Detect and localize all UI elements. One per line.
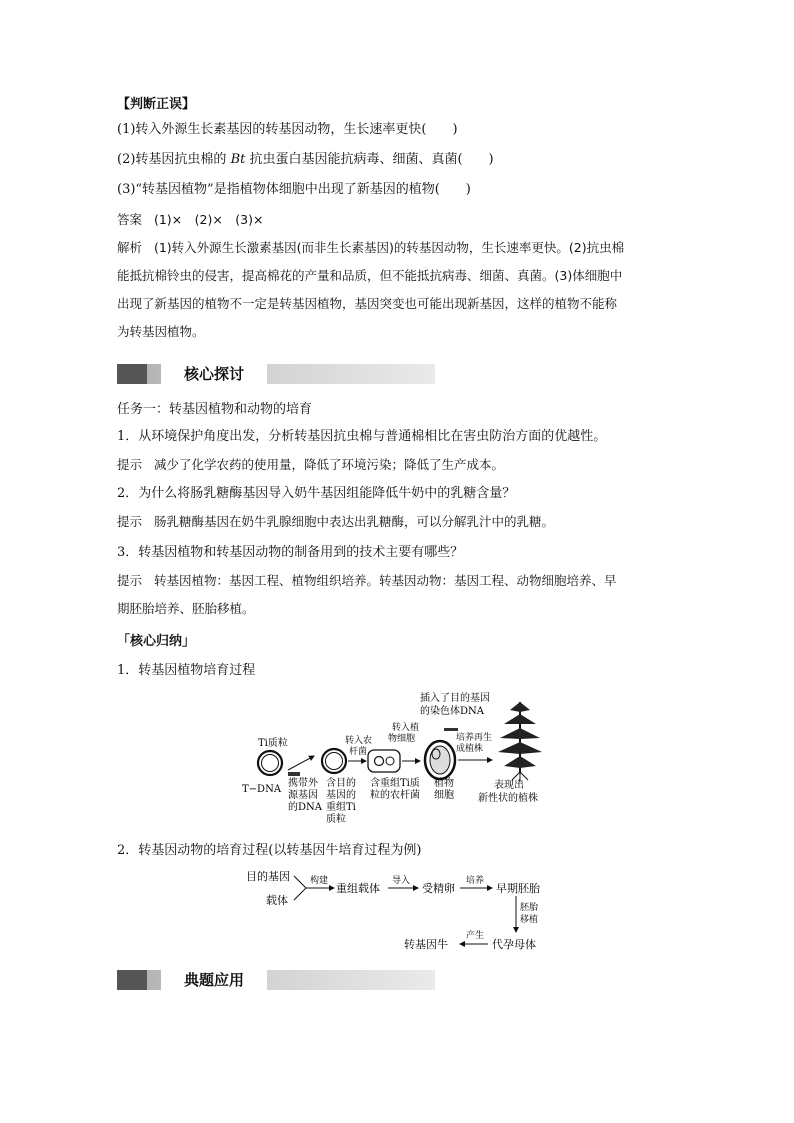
judge-heading: 【判断正误】 <box>117 97 196 112</box>
gene-of-interest: 目的基因 <box>246 870 290 883</box>
inserted-chromosome-label: 插入了目的基因 的染色体DNA <box>420 693 490 717</box>
task-hint-3 <box>117 572 616 590</box>
analysis-line-3: 出现了新基因的植物不一定是转基因植物，基因突变也可能出现新基因，这样的植物不能称 <box>117 296 618 311</box>
animal-transgenic-diagram <box>240 866 560 956</box>
plant-cell-label: 植物 细胞 <box>434 778 454 801</box>
analysis-line-2: 能抵抗棉铃虫的侵害，提高棉花的产量和品质，但不能抵抗病毒、细菌、真菌。(3)体细胞中 <box>117 268 623 283</box>
carry-foreign-dna-label: 携带外 源基因 的DNA <box>288 778 322 813</box>
hint-text-2: 肠乳糖酶基因在奶牛乳腺细胞中表达出乳糖酶，可以分解乳汁中的乳糖。 <box>153 514 554 529</box>
vector-node: 载体 <box>266 894 288 907</box>
hint-label: 提示 <box>117 457 143 472</box>
inserted-dna-icon <box>444 728 458 731</box>
hint-label: 提示 <box>117 573 143 588</box>
answer-label: 答案 <box>117 212 143 227</box>
recombinant-vector-node: 重组载体 <box>336 882 380 895</box>
analysis-line-4: 为转基因植物。 <box>117 324 205 339</box>
analysis-text-1: (1)转入外源生长激素基因(而非生长素基因)的转基因动物，生长速率更快。(2)抗虫棉 <box>153 240 625 255</box>
answer-line <box>117 211 263 229</box>
summary-heading: 「核心归纳」 <box>117 634 196 649</box>
answer-text: (1)× (2)× (3)× <box>153 212 264 227</box>
summary-item-1: 1．转基因植物培育过程 <box>117 663 256 678</box>
task-hint-2 <box>117 513 554 531</box>
banner-accent <box>117 970 147 990</box>
transgenic-plant-icon <box>498 702 542 782</box>
section-title-practice: 典题应用 <box>161 970 267 990</box>
transgenic-cow-node: 转基因牛 <box>404 938 448 951</box>
fertilized-egg-node: 受精卵 <box>422 882 455 895</box>
judge-question-1: (1)转入外源生长素基因的转基因动物，生长速率更快( ) <box>117 122 458 137</box>
plant-transgenic-diagram <box>230 688 560 833</box>
construct-label: 构建 <box>310 876 329 886</box>
analysis-line-1 <box>117 239 624 257</box>
t-dna-label: T−DNA <box>242 784 282 795</box>
produce-label: 产生 <box>466 931 485 941</box>
task-question-3: 3．转基因植物和转基因动物的制备用到的技术主要有哪些？ <box>117 545 464 560</box>
dna-fragment-icon <box>288 772 300 776</box>
agrobacterium-label: 含重组Ti质 粒的农杆菌 <box>370 778 420 801</box>
banner-accent <box>117 364 147 384</box>
hint-label: 提示 <box>117 514 143 529</box>
analysis-label: 解析 <box>117 240 143 255</box>
section-title-core: 核心探讨 <box>161 364 267 384</box>
new-trait-plant-label: 表现出 新性状的植株 <box>478 780 538 804</box>
task-question-2: 2．为什么将肠乳糖酶基因导入奶牛基因组能降低牛奶中的乳糖含量？ <box>117 486 516 501</box>
recombinant-plasmid-label: 含目的 基因的 重组Ti 质粒 <box>326 778 356 825</box>
surrogate-mother-node: 代孕母体 <box>492 938 536 951</box>
embryo-transfer-label: 胚胎 移植 <box>520 903 539 925</box>
regenerate-plant-label: 培养再生 成植株 <box>456 733 493 754</box>
judge-question-2: (2)转基因抗虫棉的 Bt 抗虫蛋白基因能抗病毒、细菌、真菌( ) <box>117 152 494 167</box>
hint-text-3: 转基因植物：基因工程、植物组织培养。转基因动物：基因工程、动物细胞培养、早 <box>153 573 617 588</box>
section-banner-practice <box>117 970 435 990</box>
task-title: 任务一：转基因植物和动物的培育 <box>117 402 313 417</box>
task-hint-3-cont: 期胚胎培养、胚胎移植。 <box>117 601 255 616</box>
judge-question-3: (3)“转基因植物”是指植物体细胞中出现了新基因的植物( ) <box>117 182 471 197</box>
culture-label: 培养 <box>466 876 485 886</box>
import-label: 导入 <box>392 876 411 886</box>
transfer-agrobacterium-label: 转入农 杆菌 <box>345 736 373 757</box>
hint-text-1: 减少了化学农药的使用量，降低了环境污染；降低了生产成本。 <box>153 457 504 472</box>
task-hint-1 <box>117 456 504 474</box>
summary-item-2: 2．转基因动物的培育过程(以转基因牛培育过程为例) <box>117 843 422 858</box>
ti-plasmid-label: Ti质粒 <box>258 738 288 749</box>
early-embryo-node: 早期胚胎 <box>496 882 540 895</box>
task-question-1: 1．从环境保护角度出发，分析转基因抗虫棉与普通棉相比在害虫防治方面的优越性。 <box>117 429 607 444</box>
transfer-plant-cell-label: 转入植 物细胞 <box>388 723 420 744</box>
section-banner-core <box>117 364 435 384</box>
